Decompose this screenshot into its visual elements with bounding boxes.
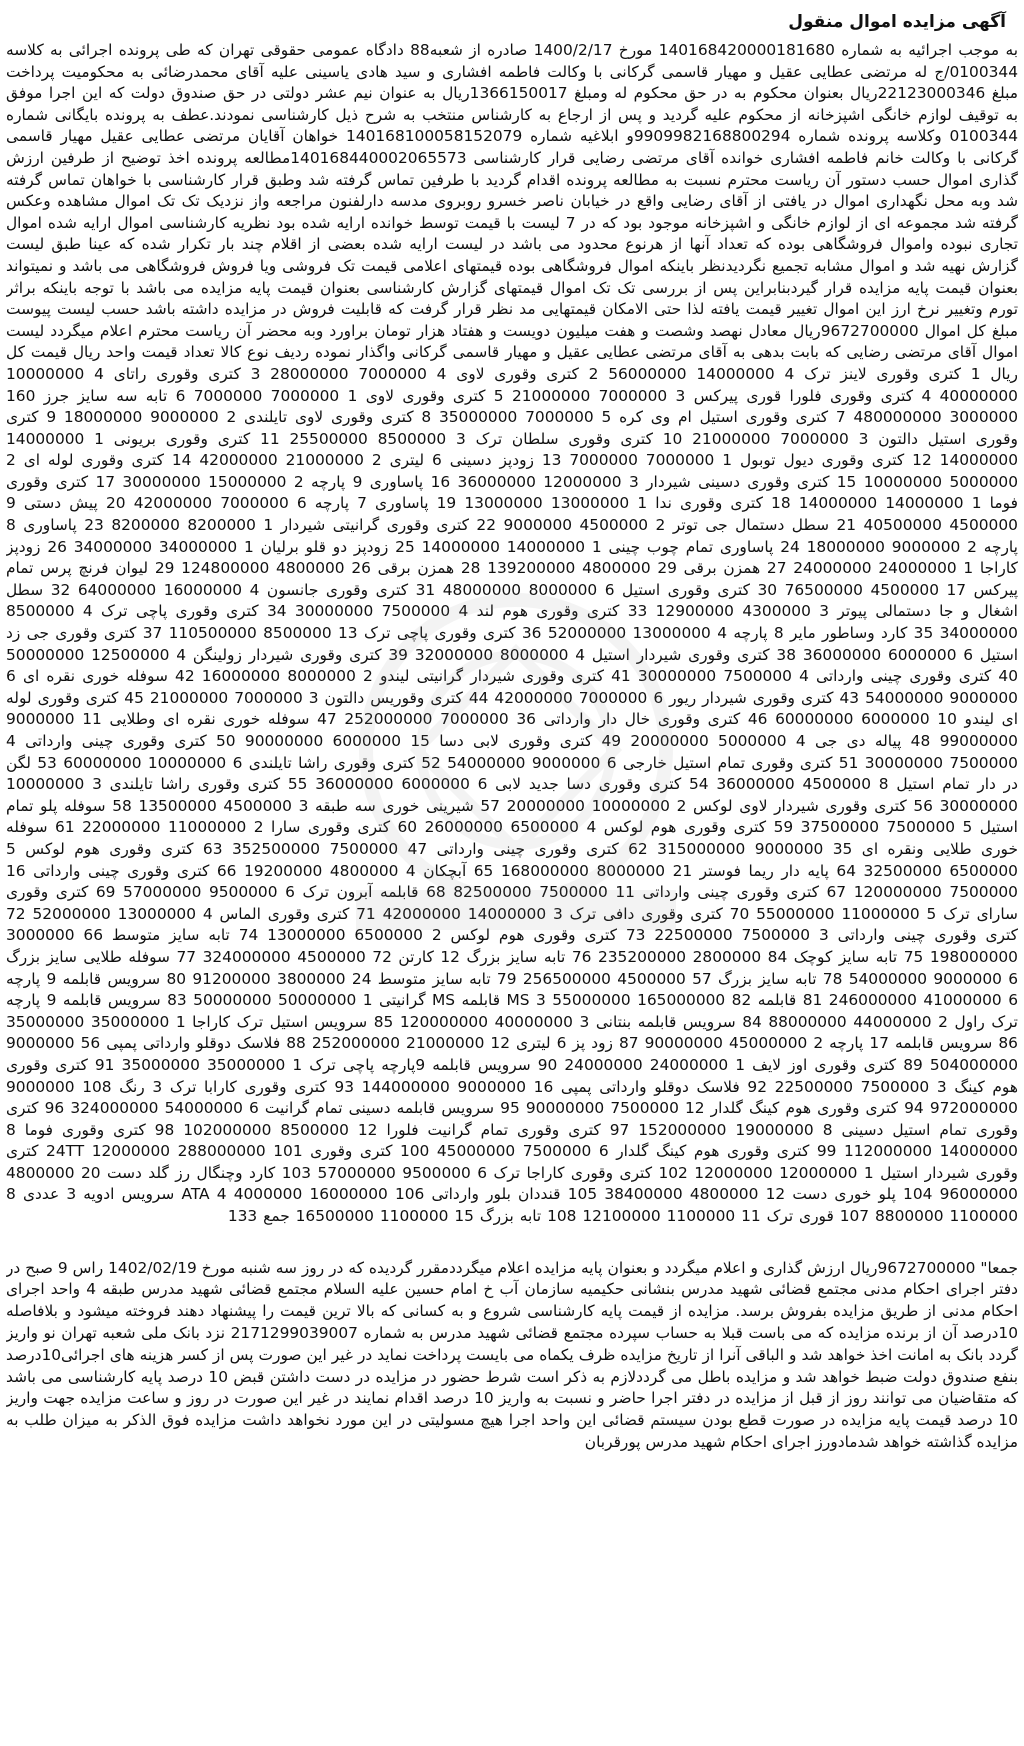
- notice-body: به موجب اجرائیه به شماره 140168420000181680 مورخ 1400/2/17 صادره از شعبه88 دادگاه عمومی حقوقی تهران که طی پرونده اجرائی به کلاسه 0100344/ج له مرتضی عطایی عقیل و مهیار قاسمی گرکانی با وکالت فاطمه افشاری و سید هادی یاسینی علیه آقای محمدرضائی به محکومیت پرداخت مبلغ 22123000346ریال بعنوان محکوم به در حق محکوم له ومبلغ 1366150017ریال به عنوان نیم عشر دولتی در حق صندوق دولت که این اجرا موفق به توقیف لوازم خانگی اشپزخانه از محکوم علیه گردید و پس از ارجاع به کارشناس منتخب به شرح ذیل کارشناسی نمودند.عطف به پرونده بایگانی شماره 0100344 وکلاسه پرونده شماره 9909982168800294و ابلاغیه شماره 140168100058152079 خواهان آقایان مرتضی عطایی عقیل مهیار قاسمی گرکانی با وکالت خانم فاطمه افشاری خوانده آقای مرتضی رضایی قرار کارشناسی 140168440002065573مطالعه پرونده اخذ توضیح از طرفین ارزش گذاری اموال حسب دستور آن ریاست محترم نسبت به مطالعه پرونده اقدام گردید با طرفین تماس گرفته شد وطبق قرار کارشناسی با خواهان تماس گرفته شد وبه محل نگهداری اموال در یافتی از آقای رضایی واقع در خیابان ناصر خسرو روبروی مدسه دارلفنون مراجعه واز نزدیک تک تک اموال مشاهده وعکس گرفته شد مجموعه ای از لوازم خانگی و اشپزخانه موجود بود که در 7 لیست با قیمت توسط خوانده ارایه شده بود نظریه کارشناسی اموال ارایه شده اموال تجاری نبوده واموال فروشگاهی بوده که تعداد آنها از هرنوع محدود می باشد در لیست ارایه شده بعضی از اقلام چند بار تکرار شده که عینا طبق لیست گزارش نهیه شد و اموال مشابه تجمیع نگردیدنظر باینکه اموال فروشگاهی بوده قیمتهای اعلامی قیمت تک فروشی ویا فروش فروشگاهی می باشد و نمیتواند بعنوان قیمت پایه مزایده قرار گیردبنابراین پس از بررسی تک تک اموال قیمتهای گزارش کارشناسی بعنوان قیمت پایه مزایده می باشد با توجه باینکه براثر تورم وتغییر نرخ ارز این اموال تغییر قیمت یافته لذا حتی الامکان قیمتهایی مد نظر قرار گرفت که قابلیت فروش در مزایده داشته باشد حسب لیست پیوست مبلغ کل اموال 9672700000ریال معادل نهصد وشصت و هفت میلیون دویست و هفتاد هزار تومان براورد وبه محضر آن ریاست محترم اعلام میگردد لیست اموال آقای مرتضی رضایی که بابت بدهی به آقای مرتضی عطایی عقیل و مهیار قاسمی گرکانی واگذار نموده ردیف نوع کالا تعداد قیمت واحد ریال قیمت کل ریال 1 کتری وقوری لاینز ترک 4 14000000 56000000 2 کتری وقوری لاوی 4 7000000 28000000 3 کتری وقوری راتای 4 10000000 40000000 4 کتری وقوری فلورا قوری پیرکس 3 7000000 21000000 5 کتری وقوری لاوی 1 7000000 7000000 6 تابه سه سایز جرز 160 3000000 480000000 7 کتری وقوری استیل ام وی کره 5 7000000 35000000 8 کتری وقوری لاوی تایلندی 2 9000000 18000000 9 کتری وقوری استیل دالتون 3 7000000 21000000 10 کتری وقوری سلطان ترک 3 8500000 25500000 11 کتری وقوری بریونی 1 14000000 14000000 12 کتری وقوری دیول توبول 1 7000000 7000000 13 زودپز دسینی 6 لیتری 2 21000000 42000000 14 کتری وقوری لوله ای 2 5000000 10000000 15 کتری وقوری دسینی شیردار 3 12000000 36000000 16 پاساوری 9 پارچه 2 15000000 30000000 17 کتری وقوری فوما 1 14000000 14000000 18 کتری وقوری ندا 1 13000000 13000000 19 پاساوری 7 پارچه 6 7000000 42000000 20 پیش دستی 9 4500000 40500000 21 سطل دستمال جی توتر 2 4500000 9000000 22 کتری وقوری گرانیتی شیردار 1 8200000 8200000 23 پاساوری 8 پارچه 2 9000000 18000000 24 پاساوری تمام چوب چینی 1 14000000 14000000 25 زودپز دو قلو برلیان 1 34000000 34000000 26 زودپز کاراجا 1 24000000 24000000 27 همزن برقی 29 4800000 139200000 28 همزن برقی 26 4800000 124800000 29 لیوان فرنچ پرس تمام پیرکس 17 4500000 76500000 30 کتری وقوری استیل 6 8000000 48000000 31 کتری وقوری جانسون 4 16000000 64000000 32 سطل اشغال و جا دستمالی پیوتر 3 4300000 12900000 33 کتری وقوری هوم لند 4 7500000 30000000 34 کتری وقوری پاچی ترک 4 8500000 34000000 35 کارد وساطور مایر 8 پارچه 4 13000000 52000000 36 کتری وقوری پاچی ترک 13 8500000 110500000 37 کتری وقوری جی زد استیل 6 6000000 36000000 38 کتری وقوری شیردار استیل 4 8000000 32000000 39 کتری وقوری شیردار زولینگن 4 12500000 50000000 40 کتری وقوری چینی وارداتی 4 7500000 30000000 41 کتری وقوری شیردار گرانیتی لیندو 2 8000000 16000000 42 سوفله خوری نقره ای 6 9000000 54000000 43 کتری وقوری شیردار ریور 6 7000000 42000000 44 کتری وقوریس دالتون 3 7000000 21000000 45 کتری وقوری لوله ای لیندو 10 6000000 60000000 46 کتری وقوری خال دار وارداتی 36 7000000 252000000 47 سوفله خوری نقره ای وطلایی 11 9000000 99000000 48 پیاله دی جی 4 5000000 20000000 49 کتری وقوری لابی دسا 15 6000000 90000000 50 کتری وقوری چینی وارداتی 4 7500000 30000000 51 کتری وقوری تمام استیل خارجی 6 9000000 54000000 52 کتری وقوری راشا تایلندی 6 10000000 60000000 53 لگن در دار تمام استیل 8 4500000 36000000 54 کتری وقوری دسا جدید لابی 6 6000000 36000000 55 کتری وقوری راشا تایلندی 3 10000000 30000000 56 کتری وقوری شیردار لاوی لوکس 2 10000000 20000000 57 شیرینی خوری سه طبقه 3 4500000 13500000 58 سوفله پلو تمام استیل 5 7500000 37500000 59 کتری وقوری هوم لوکس 4 6500000 26000000 60 کتری وقوری سارا 2 11000000 22000000 61 سوفله خوری طلایی ونقره ای 35 9000000 315000000 62 کتری وقوری چینی وارداتی 47 7500000 352500000 63 کتری وقوری هوم لوکس 5 6500000 32500000 64 پایه دار ریما فوستر 21 8000000 168000000 65 آبچکان 4 4800000 19200000 66 کتری وقوری چینی وارداتی 16 7500000 120000000 67 کتری وقوری چینی وارداتی 11 7500000 82500000 68 قابلمه آبرون ترک 6 9500000 57000000 69 کتری وقوری سارای ترک 5 11000000 55000000 70 کتری وقوری دافی ترک 3 14000000 42000000 71 کتری وقوری الماس 4 13000000 52000000 72 کتری وقوری چینی وارداتی 3 7500000 22500000 73 کتری وقوری هوم لوکس 2 6500000 13000000 74 تابه سایز متوسط 66 3000000 198000000 75 تابه سایز کوچک 84 2800000 235200000 76 تابه سایز بزرگ 12 کارتن 72 4500000 324000000 77 سوفله طلایی سایز بزرگ 6 9000000 54000000 78 تابه سایز بزرگ 57 4500000 256500000 79 تابه سایز متوسط 24 3800000 91200000 80 سرویس قابلمه 9 پارچه 6 41000000 246000000 81 قابلمه MS 3 55000000 165000000 82 قابلمه MS گرانیتی 1 50000000 50000000 83 سرویس قابلمه 9 پارچه ترک راول 2 44000000 88000000 84 سرویس قابلمه بنتانی 3 40000000 120000000 85 سرویس استیل ترک کاراجا 1 35000000 35000000 86 سرویس قابلمه 17 پارچه 2 45000000 90000000 87 زود پز 6 لیتری 12 21000000 252000000 88 فلاسک دوقلو وارداتی پمپی 56 9000000 504000000 89 کتری وقوری اوز لایف 1 24000000 24000000 90 سرویس قابلمه 9پارچه پاچی ترک 1 35000000 35000000 91 کتری وقوری هوم کینگ 3 7500000 22500000 92 فلاسک دوقلو وارداتی پمپی 16 9000000 144000000 93 کتری وقوری کارابا ترک 3 رنگ 108 9000000 972000000 94 کتری وقوری هوم کینگ گلدار 12 7500000 90000000 95 سرویس قابلمه دسینی تمام گرانیت 6 54000000 324000000 96 کتری وقوری تمام استیل دسینی 8 19000000 152000000 97 کتری وقوری تمام گرانیت فلورا 12 8500000 102000000 98 کتری وقوری فوما 8 14000000 112000000 99 کتری وقوری هوم کینگ گلدار 6 7500000 45000000 100 کتری وقوری 24TT 12000000 288000000 101 کتری وقوری شیردار استیل 1 12000000 12000000 102 کتری وقوری کاراجا ترک 6 9500000 57000000 103 کارد وچنگال رز گلد دست 20 4800000 96000000 104 پلو خوری دست 12 4800000 38400000 105 قنددان بلور وارداتی ATA 4 4000000 16000000 106 سرویس ادویه 3 عددی 8 1100000 8800000 107 قوری ترک 11 1100000 12100000 108 تابه بزرگ 15 1100000 16500000 جمع 133: [6, 41, 1018, 1226]
- auction-notice: [6, 0, 1018, 1746]
- notice-footer: جمعا" 9672700000ریال ارزش گذاری و اعلام میگردد و بعنوان پایه مزایده اعلام میگرددمقرر گردیده که در روز سه شنبه مورخ 1402/02/19 راس 9 صبح در دفتر اجرای احکام مدنی مجتمع قضائی شهید مدرس بنشانی حکیمیه سازمان آب خ امام حسین علیه السلام مجتمع قضائی شهید مدرس طبقه 4 واحد اجرای احکام مدنی از طریق مزایده بفروش برسد. مزایده از قیمت پایه کارشناسی شروع و به کسانی که بالا ترین قیمت را پیشنهاد دهند فروخته میشود و بلافاصله 10درصد آن از برنده مزایده که می باست قبلا به حساب سپرده مجتمع قضائی شهید مدرس به شماره 2171299039007 نزد بانک ملی شعبه تهران نو واریز گردد بانک به امانت اخذ خواهد شد و الباقی آنرا از تاریخ مزایده ظرف یکماه می بایست پرداخت نماید در غیر این صورت پس از کسر هزینه های اجرائی10درصد بنفع صندوق دولت ضبط خواهد شد و مزایده باطل می گرددلازم به ذکر است شرط حضور در مزایده در دست داشتن قبض 10 درصد پایه کارشناسی می باشد که متقاضیان می توانند روز از قبل از مزایده در دفتر اجرا حاضر و نسبت به واریز 10 درصد اقدام نمایند در غیر این صورت در روز و ساعت مزایده جهت واریز 10 درصد قیمت پایه مزایده در صورت قطع بودن سیستم قضائی این واحد اجرا هیچ مسولیتی در این مورد نخواهد داشت مزایده فوق الذکر به میزان طلب به مزایده گذاشته خواهد شدمادورز اجرای احکام شهید مدرس پورقربان: [6, 1258, 1018, 1452]
- notice-title: آگهی مزایده اموال منقول: [788, 12, 1006, 32]
